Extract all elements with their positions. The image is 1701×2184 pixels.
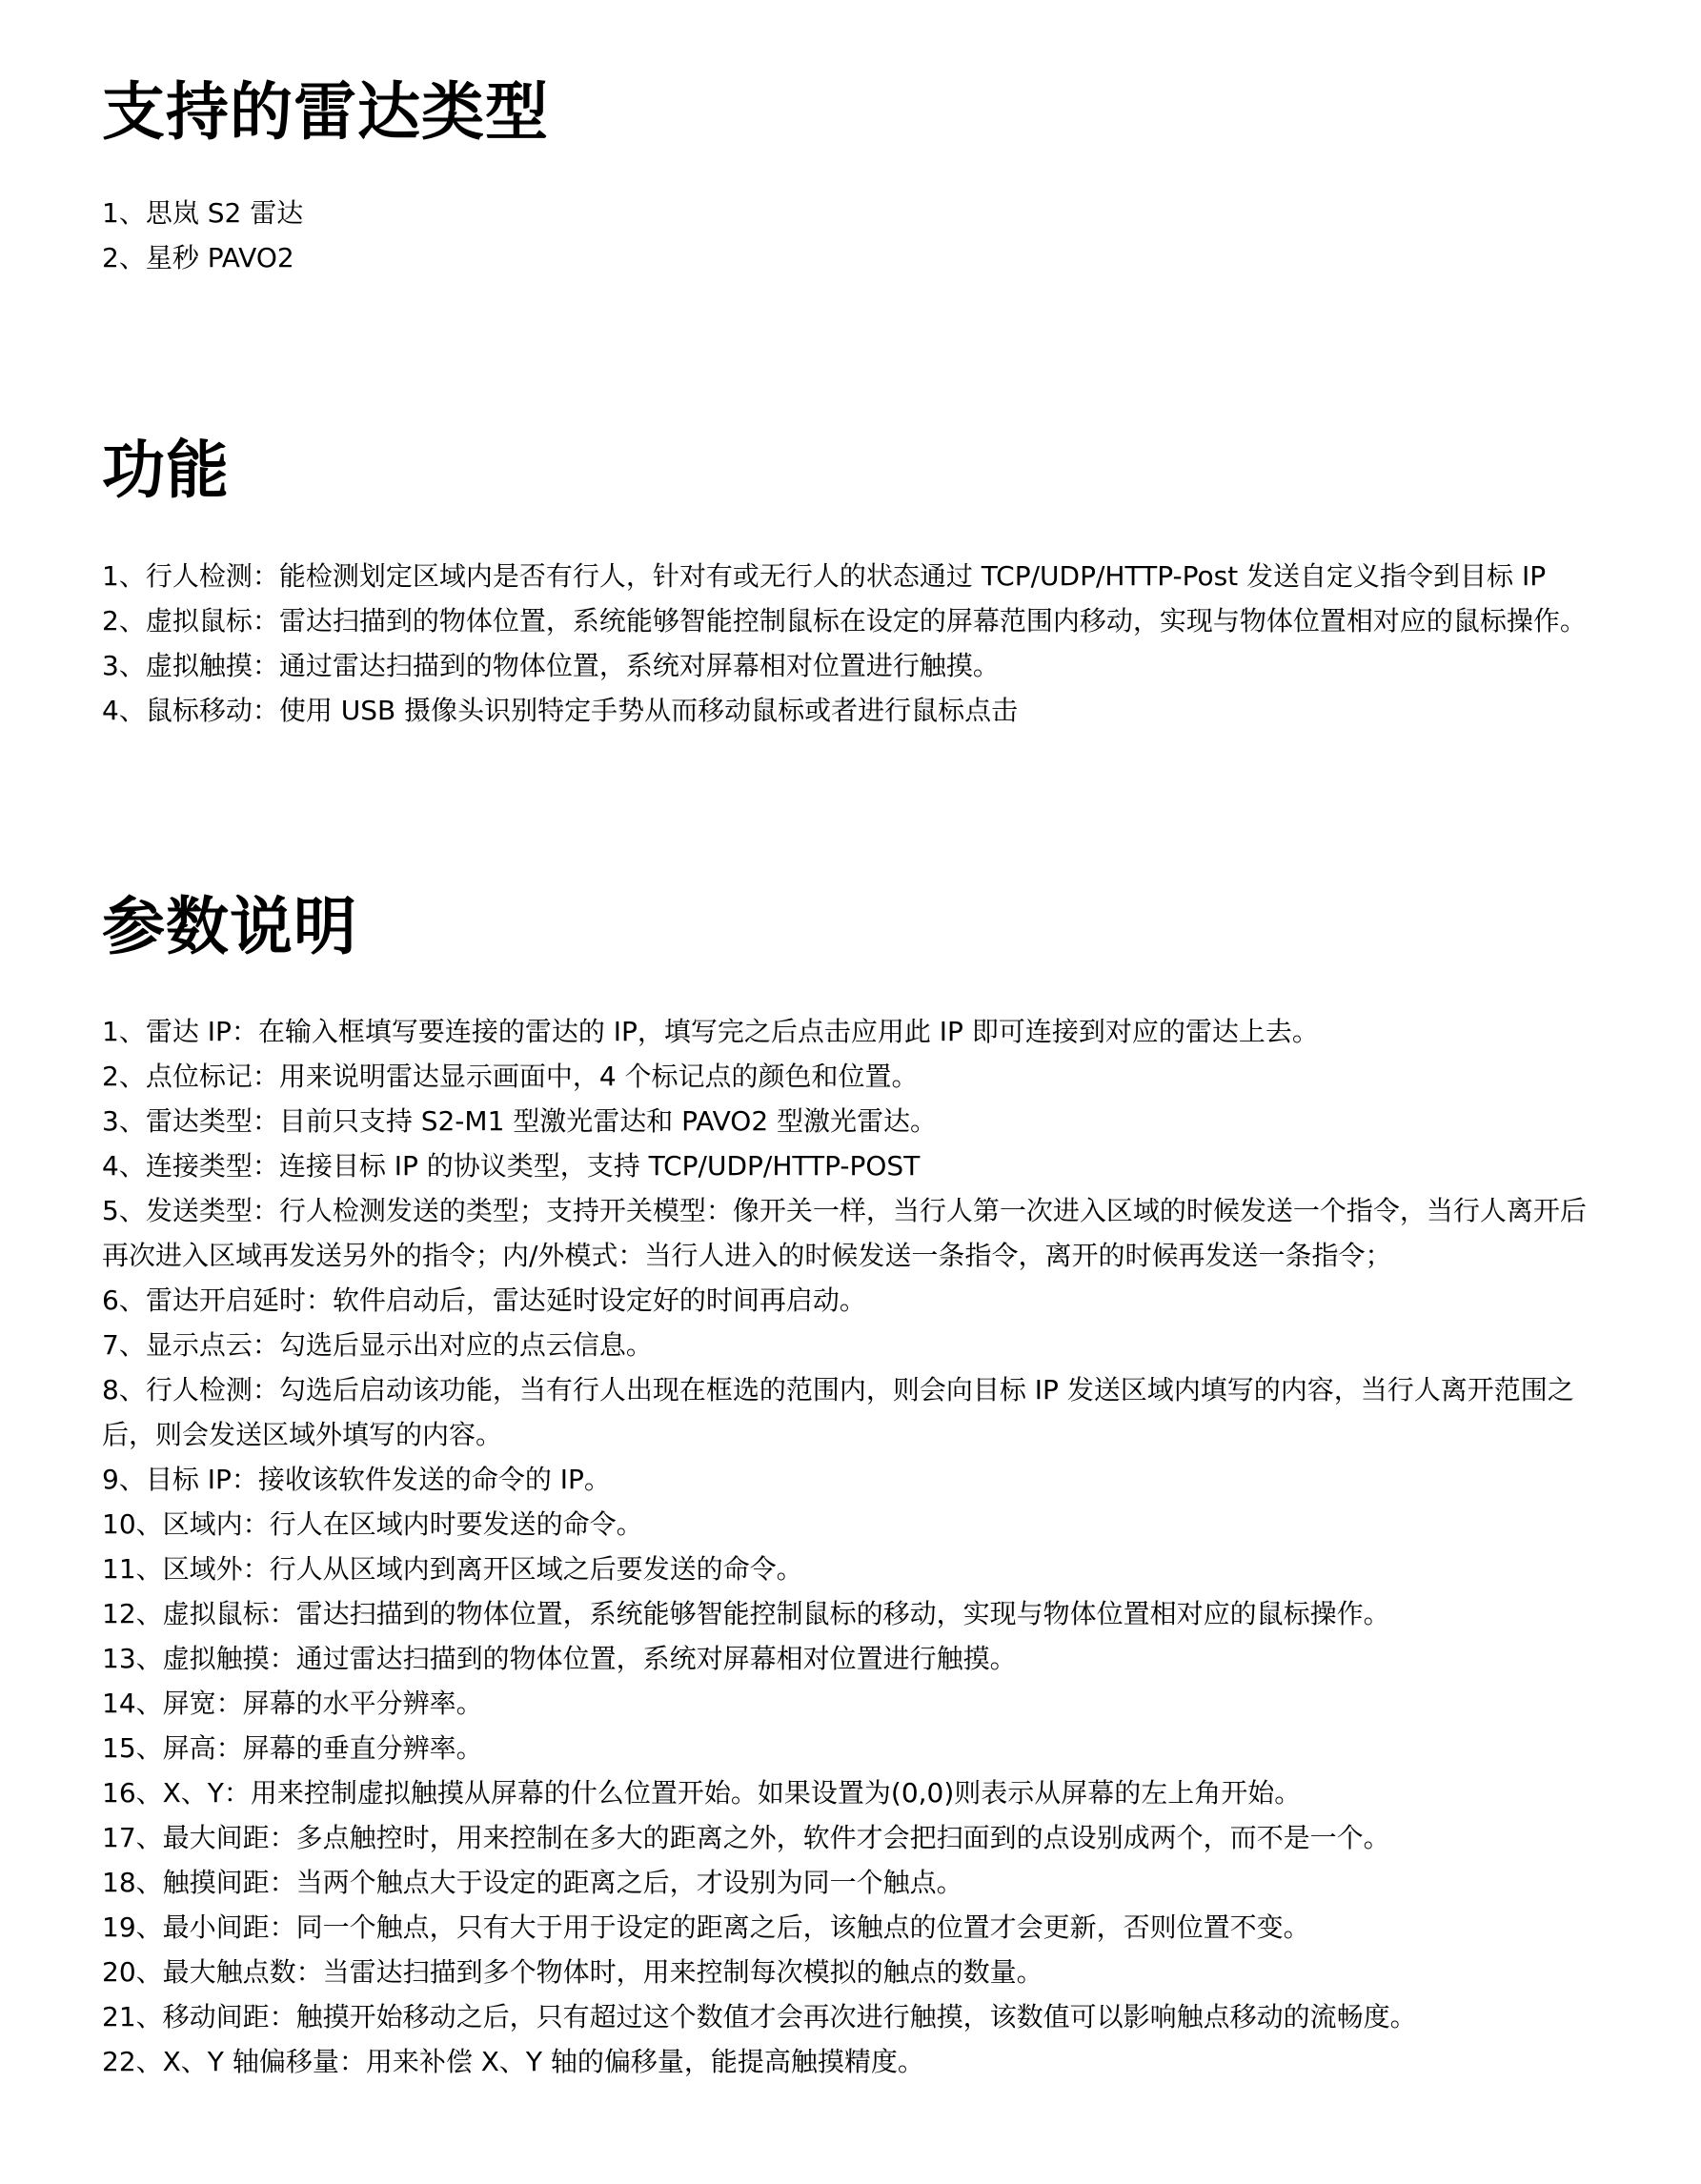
list-item: 5、发送类型：行人检测发送的类型；支持开关模型：像开关一样，当行人第一次进入区域的时候发送一个指令，当行人离开后再次进入区域再发送另外的指令；内/外模式：当行人进入的时候发送一条指令，离开的时候再发送一条指令； [102, 1195, 1587, 1271]
list-item: 22、X、Y 轴偏移量：用来补偿 X、Y 轴的偏移量，能提高触摸精度。 [102, 2046, 924, 2077]
list-item: 3、雷达类型：目前只支持 S2-M1 型激光雷达和 PAVO2 型激光雷达。 [102, 1105, 938, 1137]
section-title-parameters: 参数说明 [102, 890, 357, 963]
section-title-supported-radar: 支持的雷达类型 [102, 75, 549, 149]
list-item: 4、连接类型：连接目标 IP 的协议类型，支持 TCP/UDP/HTTP-POST [102, 1150, 921, 1182]
list-item: 2、虚拟鼠标：雷达扫描到的物体位置，系统能够智能控制鼠标在设定的屏幕范围内移动，实现与物体位置相对应的鼠标操作。 [102, 605, 1587, 637]
functions-list [102, 554, 1608, 733]
supported-radar-list [102, 191, 1608, 280]
list-item: 14、屏宽：屏幕的水平分辨率。 [102, 1688, 483, 1719]
list-item: 17、最大间距：多点触控时，用来控制在多大的距离之外，软件才会把扫面到的点设别成两个，而不是一个。 [102, 1822, 1390, 1853]
list-item: 15、屏高：屏幕的垂直分辨率。 [102, 1732, 483, 1764]
section-functions [102, 433, 1608, 733]
list-item: 16、X、Y：用来控制虚拟触摸从屏幕的什么位置开始。如果设置为(0,0)则表示从屏幕的左上角开始。 [102, 1777, 1302, 1809]
list-item: 13、虚拟触摸：通过雷达扫描到的物体位置，系统对屏幕相对位置进行触摸。 [102, 1643, 1017, 1674]
list-item: 10、区域内：行人在区域内时要发送的命令。 [102, 1508, 643, 1540]
list-item: 6、雷达开启延时：软件启动后，雷达延时设定好的时间再启动。 [102, 1284, 866, 1316]
list-item: 12、虚拟鼠标：雷达扫描到的物体位置，系统能够智能控制鼠标的移动，实现与物体位置相对应的鼠标操作。 [102, 1598, 1390, 1629]
list-item: 2、星秒 PAVO2 [102, 242, 294, 273]
list-item: 1、思岚 S2 雷达 [102, 197, 304, 229]
list-item: 3、虚拟触摸：通过雷达扫描到的物体位置，系统对屏幕相对位置进行触摸。 [102, 650, 1000, 681]
list-item: 9、目标 IP：接收该软件发送的命令的 IP。 [102, 1464, 611, 1495]
list-item: 20、最大触点数：当雷达扫描到多个物体时，用来控制每次模拟的触点的数量。 [102, 1956, 1043, 1988]
list-item: 8、行人检测：勾选后启动该功能，当有行人出现在框选的范围内，则会向目标 IP 发送区域内填写的内容，当行人离开范围之后，则会发送区域外填写的内容。 [102, 1374, 1574, 1450]
list-item: 11、区域外：行人从区域内到离开区域之后要发送的命令。 [102, 1553, 803, 1585]
list-item: 1、行人检测：能检测划定区域内是否有行人，针对有或无行人的状态通过 TCP/UDP/HTTP-Post 发送自定义指令到目标 IP [102, 560, 1547, 592]
list-item: 4、鼠标移动：使用 USB 摄像头识别特定手势从而移动鼠标或者进行鼠标点击 [102, 695, 1019, 726]
list-item: 21、移动间距：触摸开始移动之后，只有超过这个数值才会再次进行触摸，该数值可以影响触点移动的流畅度。 [102, 2001, 1417, 2032]
section-supported-radar [102, 74, 1608, 280]
list-item: 19、最小间距：同一个触点，只有大于用于设定的距离之后，该触点的位置才会更新，否则位置不变。 [102, 1911, 1310, 1943]
section-parameters [102, 889, 1608, 2084]
section-title-functions: 功能 [102, 434, 230, 507]
list-item: 1、雷达 IP：在输入框填写要连接的雷达的 IP，填写完之后点击应用此 IP 即可连接到对应的雷达上去。 [102, 1016, 1319, 1047]
list-item: 7、显示点云：勾选后显示出对应的点云信息。 [102, 1329, 653, 1361]
list-item: 2、点位标记：用来说明雷达显示画面中，4 个标记点的颜色和位置。 [102, 1061, 919, 1092]
parameters-list [102, 1009, 1608, 2084]
list-item: 18、触摸间距：当两个触点大于设定的距离之后，才设别为同一个触点。 [102, 1867, 963, 1898]
